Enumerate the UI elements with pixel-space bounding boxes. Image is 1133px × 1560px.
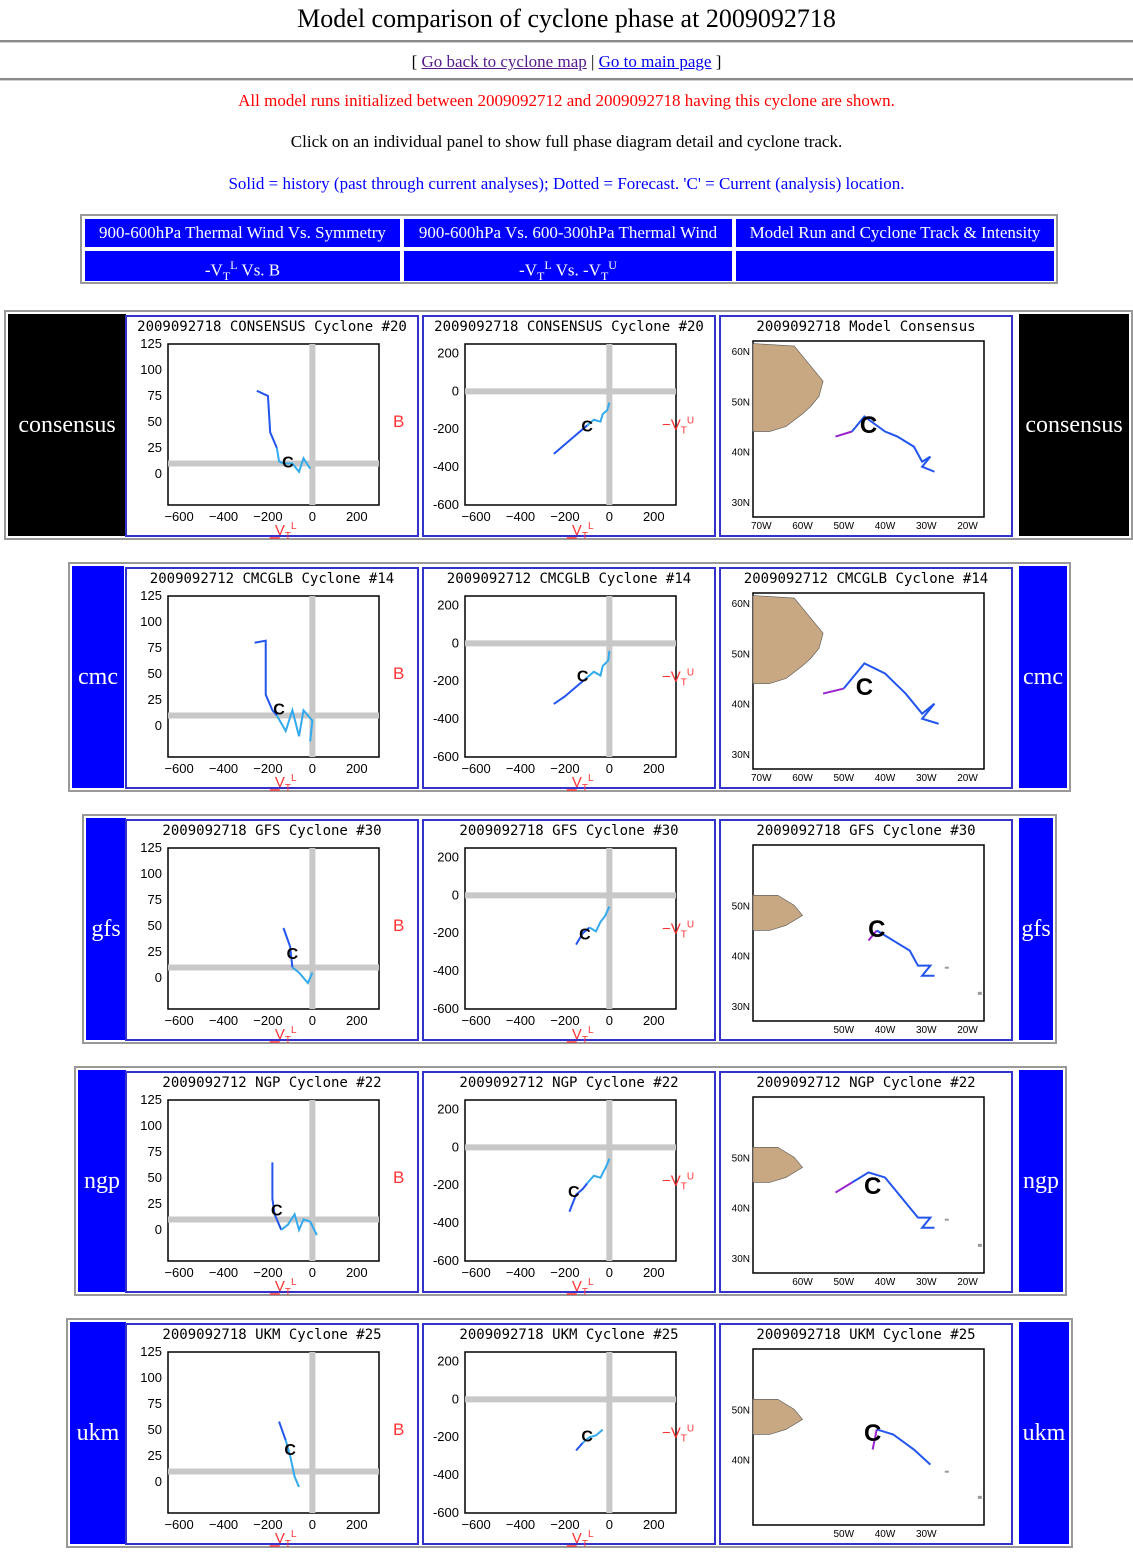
panel-title: 2009092712 NGP Cyclone #22 xyxy=(756,1075,976,1091)
back-to-map-link[interactable]: Go back to cyclone map xyxy=(421,52,587,71)
x-tick-label: −200 xyxy=(550,1013,580,1028)
panel-title: 2009092712 CMCGLB Cyclone #14 xyxy=(446,571,692,587)
lat-tick-label: 50N xyxy=(731,397,750,409)
lon-tick-label: 20W xyxy=(957,1025,978,1036)
x-tick-label: 0 xyxy=(308,509,316,524)
x-tick-label: −600 xyxy=(461,1013,491,1028)
init-note: All model runs initialized between 2009092712 and 2009092718 having this cyclone are shown. xyxy=(238,91,895,110)
vtl-axis-label xyxy=(567,773,594,794)
svg-text:VTL: $V_T^L$ xyxy=(571,773,594,794)
panel-title: 2009092718 UKM Cyclone #25 xyxy=(162,1327,382,1343)
model-label-left: ukm xyxy=(70,1322,126,1544)
lon-tick-label: 70W xyxy=(750,521,772,532)
panel-title: 2009092718 GFS Cyclone #30 xyxy=(459,823,679,839)
lon-tick-label: 40W xyxy=(874,1529,896,1540)
x-tick-label: 200 xyxy=(345,1517,368,1532)
thermal-wind-panel-plot xyxy=(424,1325,714,1550)
panel-title: 2009092718 CONSENSUS Cyclone #20 xyxy=(434,319,704,335)
x-tick-label: 200 xyxy=(345,1265,368,1280)
svg-text:VTL: $V_T^L$ xyxy=(571,1025,594,1046)
b-axis-label: B xyxy=(393,1419,405,1439)
x-tick-label: 200 xyxy=(345,509,368,524)
vtu-axis-label xyxy=(662,1171,694,1192)
svg-text:VTL: $V_T^L$ xyxy=(274,521,297,542)
vtl-axis-label xyxy=(567,1277,594,1298)
y-tick-label: -400 xyxy=(432,459,459,475)
x-tick-label: 0 xyxy=(605,1265,613,1280)
x-tick-label: −400 xyxy=(505,1265,536,1280)
svg-text:−VTU: $-V_T^U$ xyxy=(661,667,695,689)
thermal-wind-panel[interactable] xyxy=(422,567,716,794)
x-tick-label: −200 xyxy=(550,761,580,776)
y-tick-label: 50 xyxy=(147,917,162,933)
current-marker: C xyxy=(868,915,886,943)
lat-tick-label: 40N xyxy=(731,447,750,459)
x-tick-label: 200 xyxy=(642,761,665,776)
lat-tick-label: 30N xyxy=(731,1001,750,1013)
y-tick-label: 25 xyxy=(147,691,162,707)
x-tick-label: −600 xyxy=(461,1265,491,1280)
b-axis-label: B xyxy=(393,663,405,683)
x-tick-label: −600 xyxy=(164,1265,194,1280)
symmetry-panel-plot xyxy=(127,1325,417,1550)
y-tick-label: 75 xyxy=(147,1395,162,1411)
svg-text:VTL: $V_T^L$ xyxy=(571,1277,594,1298)
vtl-axis-label xyxy=(270,773,297,794)
vtu-axis-label xyxy=(662,1423,694,1444)
model-label-left: cmc xyxy=(72,566,124,788)
x-tick-label: 200 xyxy=(642,1265,665,1280)
x-tick-label: −600 xyxy=(461,761,491,776)
x-tick-label: −200 xyxy=(253,1265,283,1280)
nav-separator: | xyxy=(590,52,595,71)
y-tick-label: -600 xyxy=(432,1505,459,1520)
x-tick-label: −400 xyxy=(505,509,536,524)
x-tick-label: −200 xyxy=(550,1265,580,1280)
x-tick-label: −400 xyxy=(505,761,536,776)
x-tick-label: −600 xyxy=(461,1517,491,1532)
x-tick-label: 0 xyxy=(605,1013,613,1028)
y-tick-label: 200 xyxy=(437,1101,459,1117)
plot-frame xyxy=(168,1352,379,1513)
y-tick-label: -600 xyxy=(432,1253,459,1268)
x-tick-label: 0 xyxy=(605,1517,613,1532)
current-marker: C xyxy=(273,701,285,719)
thermal-wind-panel[interactable] xyxy=(422,1323,716,1550)
divider xyxy=(0,40,1133,43)
b-axis-label: B xyxy=(393,411,405,431)
y-tick-label: -200 xyxy=(432,925,459,941)
lon-tick-label: 30W xyxy=(915,521,937,532)
panel-title: 2009092712 NGP Cyclone #22 xyxy=(459,1075,679,1091)
lon-tick-label: 50W xyxy=(833,1529,855,1540)
x-tick-label: −600 xyxy=(461,509,491,524)
vtl-axis-label xyxy=(567,1025,594,1046)
lon-tick-label: 40W xyxy=(874,1277,896,1288)
lat-tick-label: 30N xyxy=(731,749,750,761)
vtu-axis-label xyxy=(662,667,694,688)
current-marker: C xyxy=(576,668,589,686)
track-map-panel-plot xyxy=(721,821,1011,1039)
y-tick-label: -400 xyxy=(432,963,459,979)
y-tick-label: 0 xyxy=(451,1391,459,1407)
y-tick-label: -200 xyxy=(432,1429,459,1445)
y-tick-label: -600 xyxy=(432,749,459,764)
y-tick-label: -200 xyxy=(432,673,459,689)
vtl-axis-label xyxy=(270,1277,297,1298)
lon-tick-label: 30W xyxy=(915,1025,937,1036)
symmetry-panel[interactable] xyxy=(125,819,419,1046)
model-label-right: ukm xyxy=(1019,1322,1069,1544)
x-tick-label: −600 xyxy=(164,509,194,524)
current-marker: C xyxy=(863,1172,882,1200)
model-label-right: gfs xyxy=(1019,818,1053,1040)
lon-tick-label: 60W xyxy=(792,1277,813,1288)
x-tick-label: −400 xyxy=(505,1013,536,1028)
x-tick-label: −200 xyxy=(550,509,580,524)
y-tick-label: -200 xyxy=(432,421,459,437)
x-tick-label: 200 xyxy=(642,1517,665,1532)
y-tick-label: 0 xyxy=(154,1473,162,1489)
plot-frame xyxy=(168,596,379,757)
plot-frame xyxy=(465,1352,676,1513)
x-tick-label: −400 xyxy=(208,1265,239,1280)
lon-tick-label: 30W xyxy=(915,1277,937,1288)
y-tick-label: 0 xyxy=(451,383,459,399)
lon-tick-label: 20W xyxy=(957,773,978,784)
svg-text:VTL: $V_T^L$ xyxy=(274,1529,297,1550)
thermal-wind-panel[interactable] xyxy=(422,315,716,542)
y-tick-label: -600 xyxy=(432,497,459,512)
symmetry-panel[interactable] xyxy=(125,315,419,542)
svg-text:−VTU: $-V_T^U$ xyxy=(661,919,695,941)
header-track: Model Run and Cyclone Track & Intensity xyxy=(736,219,1054,247)
y-tick-label: 75 xyxy=(147,639,162,655)
divider xyxy=(0,78,1133,81)
lat-tick-label: 30N xyxy=(731,1253,750,1265)
y-tick-label: 200 xyxy=(437,597,459,613)
thermal-wind-panel-plot xyxy=(424,821,714,1046)
svg-text:VTL: $V_T^L$ xyxy=(571,1529,594,1550)
current-marker: C xyxy=(284,1441,296,1459)
track-map-panel-plot xyxy=(721,569,1011,787)
lat-tick-label: 40N xyxy=(731,951,750,963)
x-tick-label: −200 xyxy=(253,1517,283,1532)
page-title: Model comparison of cyclone phase at 2009092718 xyxy=(297,4,836,33)
y-tick-label: 75 xyxy=(147,387,162,403)
svg-text:VTL: $V_T^L$ xyxy=(274,1025,297,1046)
lon-tick-label: 40W xyxy=(874,521,896,532)
lon-tick-label: 30W xyxy=(915,1529,937,1540)
x-tick-label: −400 xyxy=(505,1517,536,1532)
current-marker: C xyxy=(859,411,878,439)
current-marker: C xyxy=(568,1184,580,1202)
x-tick-label: −200 xyxy=(253,1013,283,1028)
lat-tick-label: 60N xyxy=(731,599,750,611)
y-tick-label: -600 xyxy=(432,1001,459,1016)
lon-tick-label: 50W xyxy=(833,1025,855,1036)
subheader-thermal-wind: $-V_T^L$ Vs. $-V_T^U$ xyxy=(404,251,732,281)
lat-tick-label: 60N xyxy=(731,347,750,359)
x-tick-label: 0 xyxy=(308,1517,316,1532)
y-tick-label: 0 xyxy=(154,969,162,985)
model-label-left: ngp xyxy=(78,1070,126,1292)
panel-title: 2009092718 GFS Cyclone #30 xyxy=(162,823,382,839)
svg-text:−VTU: $-V_T^U$ xyxy=(661,1171,695,1193)
model-label-left: gfs xyxy=(86,818,126,1040)
track-map-panel[interactable] xyxy=(719,315,1013,537)
y-tick-label: 25 xyxy=(147,1447,162,1463)
x-tick-label: −400 xyxy=(208,1013,239,1028)
svg-text:VTL: $V_T^L$ xyxy=(274,1277,297,1298)
y-tick-label: 0 xyxy=(451,1139,459,1155)
y-tick-label: -400 xyxy=(432,1467,459,1483)
vtl-axis-label xyxy=(270,1529,297,1550)
y-tick-label: 125 xyxy=(140,1092,162,1107)
lon-tick-label: 40W xyxy=(874,773,896,784)
plot-frame xyxy=(465,848,676,1009)
b-axis-label: B xyxy=(393,915,405,935)
main-page-link[interactable]: Go to main page xyxy=(598,52,712,71)
model-row xyxy=(74,1066,1067,1296)
track-map-panel[interactable] xyxy=(719,1323,1013,1545)
symmetry-panel-plot xyxy=(127,317,417,542)
plot-frame xyxy=(168,848,379,1009)
x-tick-label: −600 xyxy=(164,761,194,776)
x-tick-label: −200 xyxy=(550,1517,580,1532)
vtl-axis-label xyxy=(270,521,297,542)
lat-tick-label: 50N xyxy=(731,1405,750,1417)
current-marker: C xyxy=(286,946,299,964)
plot-frame xyxy=(168,344,379,505)
panel-title: 2009092712 CMCGLB Cyclone #14 xyxy=(743,571,989,587)
symmetry-panel-plot xyxy=(127,569,417,794)
bracket: [ xyxy=(411,52,418,71)
lon-tick-label: 50W xyxy=(833,1277,855,1288)
lon-tick-label: 20W xyxy=(957,521,978,532)
model-row xyxy=(4,310,1133,540)
subheader-track xyxy=(736,251,1054,281)
y-tick-label: 0 xyxy=(154,465,162,481)
y-tick-label: 0 xyxy=(154,1221,162,1237)
current-marker: C xyxy=(863,1419,882,1447)
b-axis-label: B xyxy=(393,1167,405,1187)
panel-title: 2009092718 UKM Cyclone #25 xyxy=(459,1327,679,1343)
vtl-axis-label xyxy=(270,1025,297,1046)
x-tick-label: 200 xyxy=(345,761,368,776)
symmetry-panel[interactable] xyxy=(125,1071,419,1298)
y-tick-label: 200 xyxy=(437,849,459,865)
track-map-panel[interactable] xyxy=(719,819,1013,1041)
x-tick-label: 0 xyxy=(605,761,613,776)
symmetry-panel[interactable] xyxy=(125,567,419,794)
y-tick-label: 125 xyxy=(140,1344,162,1359)
thermal-wind-panel[interactable] xyxy=(422,819,716,1046)
model-label-right: ngp xyxy=(1019,1070,1063,1292)
plot-frame xyxy=(465,344,676,505)
track-map-panel[interactable] xyxy=(719,567,1013,789)
panel-title: 2009092712 NGP Cyclone #22 xyxy=(162,1075,382,1091)
y-tick-label: 125 xyxy=(140,840,162,855)
x-tick-label: 0 xyxy=(308,1265,316,1280)
vtu-axis-label xyxy=(662,919,694,940)
x-tick-label: 200 xyxy=(345,1013,368,1028)
x-tick-label: 0 xyxy=(308,1013,316,1028)
lon-tick-label: 40W xyxy=(874,1025,896,1036)
lat-tick-label: 50N xyxy=(731,901,750,913)
model-row xyxy=(68,562,1071,792)
y-tick-label: 50 xyxy=(147,1421,162,1437)
model-label-right: consensus xyxy=(1019,314,1129,536)
panel-title: 2009092718 UKM Cyclone #25 xyxy=(756,1327,976,1343)
y-tick-label: 50 xyxy=(147,413,162,429)
y-tick-label: 100 xyxy=(140,1117,162,1133)
thermal-wind-panel-plot xyxy=(424,569,714,794)
svg-text:VTL: $V_T^L$ xyxy=(274,773,297,794)
thermal-wind-panel-plot xyxy=(424,317,714,542)
click-instruction: Click on an individual panel to show full phase diagram detail and cyclone track. xyxy=(290,132,843,151)
current-marker: C xyxy=(855,673,874,701)
y-tick-label: 75 xyxy=(147,891,162,907)
y-tick-label: 100 xyxy=(140,1369,162,1385)
y-tick-label: 25 xyxy=(147,943,162,959)
x-tick-label: −400 xyxy=(208,761,239,776)
lon-tick-label: 70W xyxy=(750,773,772,784)
y-tick-label: 100 xyxy=(140,613,162,629)
lon-tick-label: 30W xyxy=(915,773,937,784)
panel-title: 2009092718 GFS Cyclone #30 xyxy=(756,823,976,839)
panel-title: 2009092712 CMCGLB Cyclone #14 xyxy=(149,571,395,587)
x-tick-label: −600 xyxy=(164,1013,194,1028)
y-tick-label: -400 xyxy=(432,711,459,727)
vtu-axis-label xyxy=(662,415,694,436)
lat-tick-label: 40N xyxy=(731,1455,750,1467)
current-marker: C xyxy=(581,1428,593,1446)
y-tick-label: -200 xyxy=(432,1177,459,1193)
y-tick-label: 0 xyxy=(451,887,459,903)
plot-frame xyxy=(465,596,676,757)
vtl-axis-label xyxy=(567,521,594,542)
y-tick-label: 100 xyxy=(140,865,162,881)
x-tick-label: 200 xyxy=(642,509,665,524)
track-map-panel-plot xyxy=(721,1325,1011,1543)
legend-note: Solid = history (past through current analyses); Dotted = Forecast. 'C' = Current (analysis) location. xyxy=(228,174,905,193)
y-tick-label: 100 xyxy=(140,361,162,377)
symmetry-panel[interactable] xyxy=(125,1323,419,1550)
bracket: ] xyxy=(715,52,722,71)
y-tick-label: 0 xyxy=(451,635,459,651)
lon-tick-label: 60W xyxy=(792,521,813,532)
svg-text:VTL: $V_T^L$ xyxy=(571,521,594,542)
track-map-panel-plot xyxy=(721,1073,1011,1291)
column-header-table xyxy=(80,214,1058,284)
thermal-wind-panel-plot xyxy=(424,1073,714,1298)
lat-tick-label: 30N xyxy=(731,497,750,509)
x-tick-label: −200 xyxy=(253,761,283,776)
x-tick-label: −200 xyxy=(253,509,283,524)
model-row xyxy=(82,814,1057,1044)
y-tick-label: 200 xyxy=(437,345,459,361)
x-tick-label: 0 xyxy=(308,761,316,776)
model-label-right: cmc xyxy=(1019,566,1067,788)
thermal-wind-panel[interactable] xyxy=(422,1071,716,1298)
x-tick-label: −400 xyxy=(208,509,239,524)
nav-links xyxy=(0,52,1133,72)
lat-tick-label: 50N xyxy=(731,1153,750,1165)
current-marker: C xyxy=(581,418,593,436)
y-tick-label: 50 xyxy=(147,665,162,681)
svg-text:−VTU: $-V_T^U$ xyxy=(661,415,695,437)
y-tick-label: 125 xyxy=(140,336,162,351)
current-marker: C xyxy=(271,1202,283,1220)
y-tick-label: 50 xyxy=(147,1169,162,1185)
y-tick-label: 25 xyxy=(147,439,162,455)
lat-tick-label: 50N xyxy=(731,649,750,661)
vtl-axis-label xyxy=(567,1529,594,1550)
plot-frame xyxy=(168,1100,379,1261)
header-thermal-wind: 900-600hPa Vs. 600-300hPa Thermal Wind xyxy=(404,219,732,247)
svg-text:−VTU: $-V_T^U$ xyxy=(661,1423,695,1445)
lon-tick-label: 60W xyxy=(792,773,813,784)
current-marker: C xyxy=(282,454,294,472)
lon-tick-label: 50W xyxy=(833,773,855,784)
plot-frame xyxy=(465,1100,676,1261)
x-tick-label: 0 xyxy=(605,509,613,524)
y-tick-label: 200 xyxy=(437,1353,459,1369)
y-tick-label: 25 xyxy=(147,1195,162,1211)
panel-title: 2009092718 Model Consensus xyxy=(756,319,976,335)
model-label-left: consensus xyxy=(8,314,126,536)
lat-tick-label: 40N xyxy=(731,1203,750,1215)
model-row xyxy=(66,1318,1073,1548)
y-tick-label: -400 xyxy=(432,1215,459,1231)
subheader-symmetry: $-V_T^L$ Vs. B xyxy=(85,251,400,281)
x-tick-label: −400 xyxy=(208,1517,239,1532)
x-tick-label: −600 xyxy=(164,1517,194,1532)
track-map-panel[interactable] xyxy=(719,1071,1013,1293)
header-symmetry: 900-600hPa Thermal Wind Vs. Symmetry xyxy=(85,219,400,247)
symmetry-panel-plot xyxy=(127,821,417,1046)
y-tick-label: 0 xyxy=(154,717,162,733)
symmetry-panel-plot xyxy=(127,1073,417,1298)
y-tick-label: 75 xyxy=(147,1143,162,1159)
panel-title: 2009092718 CONSENSUS Cyclone #20 xyxy=(137,319,407,335)
lon-tick-label: 20W xyxy=(957,1277,978,1288)
track-map-panel-plot xyxy=(721,317,1011,535)
current-marker: C xyxy=(579,926,591,944)
x-tick-label: 200 xyxy=(642,1013,665,1028)
lat-tick-label: 40N xyxy=(731,699,750,711)
lon-tick-label: 50W xyxy=(833,521,855,532)
y-tick-label: 125 xyxy=(140,588,162,603)
